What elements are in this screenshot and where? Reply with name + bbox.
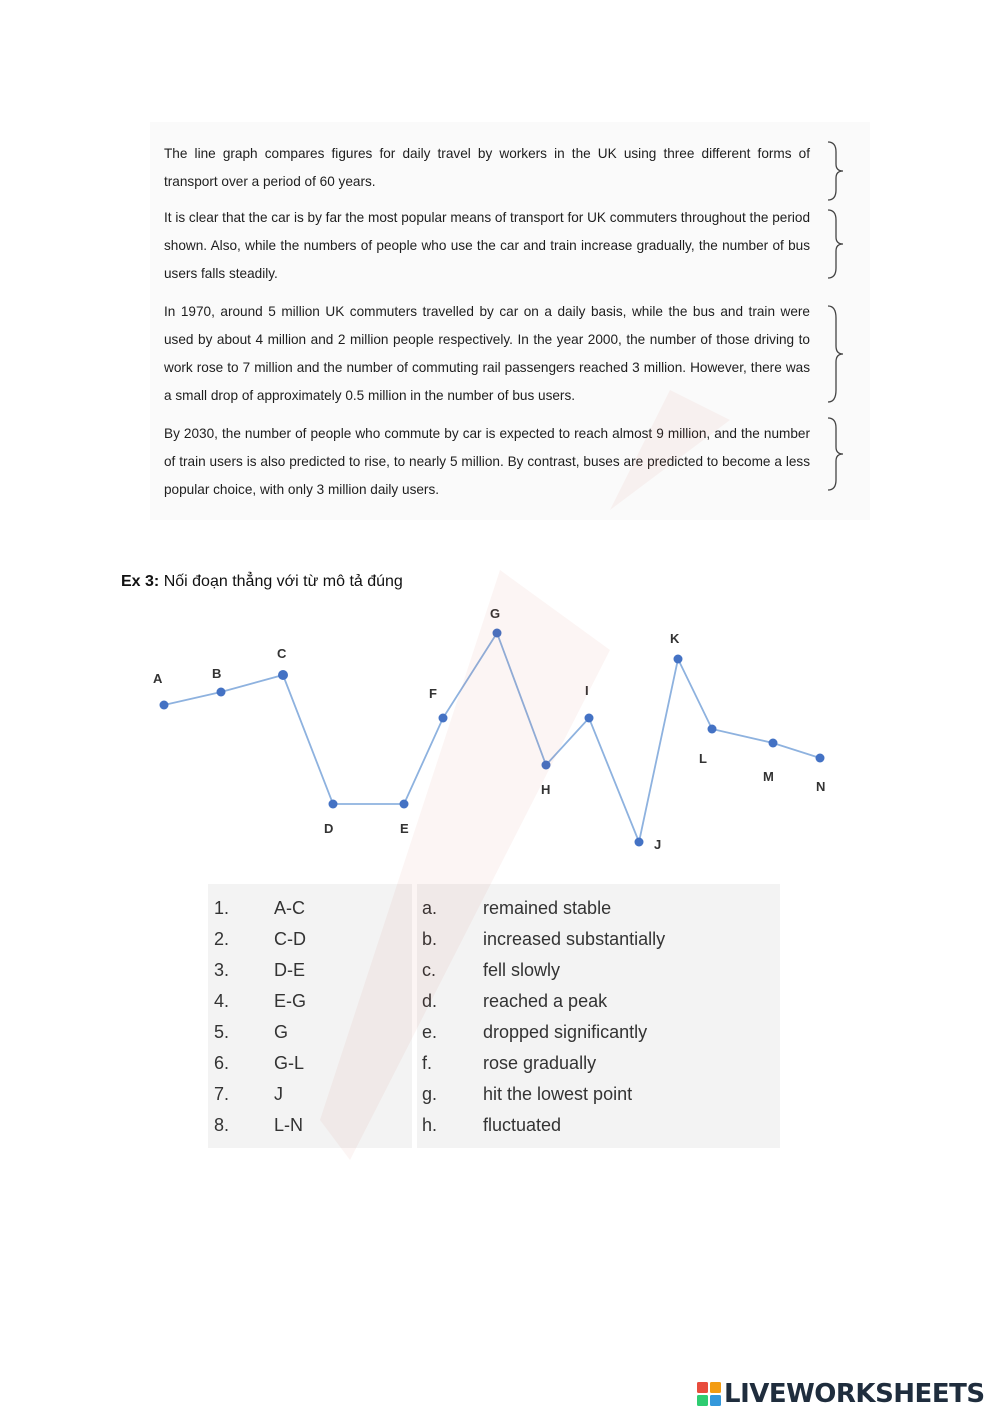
brace-icon — [826, 416, 846, 492]
option-description: fluctuated — [483, 1115, 562, 1135]
graph-label-j: J — [654, 837, 662, 852]
brace-icon — [826, 208, 846, 280]
option-letter: c. — [422, 960, 437, 980]
graph-point-c — [278, 670, 288, 680]
liveworksheets-logo[interactable] — [697, 1378, 985, 1410]
graph-point-n — [816, 754, 825, 763]
graph-label-f: F — [429, 686, 437, 701]
option-letter: g. — [422, 1084, 438, 1104]
graph-point-j — [635, 838, 644, 847]
item-segment: D-E — [274, 960, 305, 980]
graph-point-f — [439, 714, 448, 723]
graph-point-b — [217, 688, 226, 697]
graph-label-c: C — [277, 646, 287, 661]
item-segment: A-C — [274, 898, 305, 918]
line-graph — [0, 600, 1000, 870]
graph-label-a: A — [153, 671, 163, 686]
paragraph-overview: It is clear that the car is by far the most popular means of transport for UK commuters throughout the period shown. Also, while the numbers of people who use the car and train increase gradually, the number of bus users falls steadily. — [164, 210, 811, 281]
segments-column — [208, 884, 412, 1148]
logo-text: LIVEWORKSHEETS — [724, 1379, 985, 1409]
option-description: remained stable — [483, 898, 612, 918]
item-segment: L-N — [274, 1115, 304, 1135]
graph-label-k: K — [670, 631, 680, 646]
item-number: 2. — [214, 929, 230, 949]
graph-label-d: D — [324, 821, 334, 836]
item-number: 5. — [214, 1022, 230, 1042]
option-letter: e. — [422, 1022, 438, 1042]
graph-label-l: L — [699, 751, 707, 766]
graph-point-l — [708, 725, 717, 734]
descriptions-column — [417, 884, 780, 1148]
item-number: 8. — [214, 1115, 230, 1135]
item-number: 6. — [214, 1053, 230, 1073]
option-letter: b. — [422, 929, 438, 949]
graph-label-n: N — [816, 779, 826, 794]
option-letter: d. — [422, 991, 438, 1011]
graph-label-e: E — [400, 821, 409, 836]
graph-point-h — [542, 761, 551, 770]
paragraph-introduction: The line graph compares figures for daily travel by workers in the UK using three different forms of transport over a period of 60 years. — [164, 146, 810, 189]
item-number: 4. — [214, 991, 230, 1011]
exercise-heading — [121, 573, 403, 591]
passage-box — [150, 122, 870, 520]
option-description: rose gradually — [483, 1053, 597, 1073]
item-number: 1. — [214, 898, 230, 918]
item-segment: G — [274, 1022, 289, 1042]
item-segment: C-D — [274, 929, 306, 949]
exercise-instruction: Nối đoạn thẳng với từ mô tả đúng — [163, 573, 403, 590]
paragraph-details-2: By 2030, the number of people who commute by car is expected to reach almost 9 million, and the number of train users is also predicted to rise, to nearly 5 million. By contrast, buses are predicted to become a less popular choice, with only 3 million daily users. — [164, 426, 810, 497]
graph-point-k — [674, 655, 683, 664]
graph-point-e — [400, 800, 409, 809]
exercise-label: Ex 3: — [121, 573, 160, 590]
brace-icon — [826, 304, 846, 404]
item-segment: J — [274, 1084, 283, 1104]
graph-point-i — [585, 714, 594, 723]
graph-label-b: B — [212, 666, 222, 681]
option-description: increased substantially — [483, 929, 666, 949]
item-segment: G-L — [274, 1053, 305, 1073]
option-letter: f. — [422, 1053, 433, 1073]
option-description: dropped significantly — [483, 1022, 648, 1042]
option-letter: h. — [422, 1115, 438, 1135]
option-description: hit the lowest point — [483, 1084, 633, 1104]
item-number: 3. — [214, 960, 230, 980]
matching-table — [208, 884, 780, 1148]
graph-points — [160, 629, 825, 847]
graph-point-d — [329, 800, 338, 809]
graph-point-a — [160, 701, 169, 710]
item-segment: E-G — [274, 991, 307, 1011]
paragraph-details-1: In 1970, around 5 million UK commuters travelled by car on a daily basis, while the bus and train were used by about 4 million and 2 million people respectively. In the year 2000, the number of those driving to work rose to 7 million and the number of commuting rail passengers reached 3 million. However, there was a small drop of approximately 0.5 million in the number of bus users. — [164, 304, 810, 403]
option-description: fell slowly — [483, 960, 561, 980]
graph-label-i: I — [585, 683, 589, 698]
graph-point-m — [769, 739, 778, 748]
brace-icon — [826, 140, 846, 202]
option-letter: a. — [422, 898, 438, 918]
graph-line — [164, 633, 820, 842]
graph-label-m: M — [763, 769, 774, 784]
graph-label-h: H — [541, 782, 551, 797]
option-description: reached a peak — [483, 991, 608, 1011]
item-number: 7. — [214, 1084, 230, 1104]
logo-icon — [697, 1382, 721, 1406]
graph-label-g: G — [490, 606, 501, 621]
graph-point-g — [493, 629, 502, 638]
